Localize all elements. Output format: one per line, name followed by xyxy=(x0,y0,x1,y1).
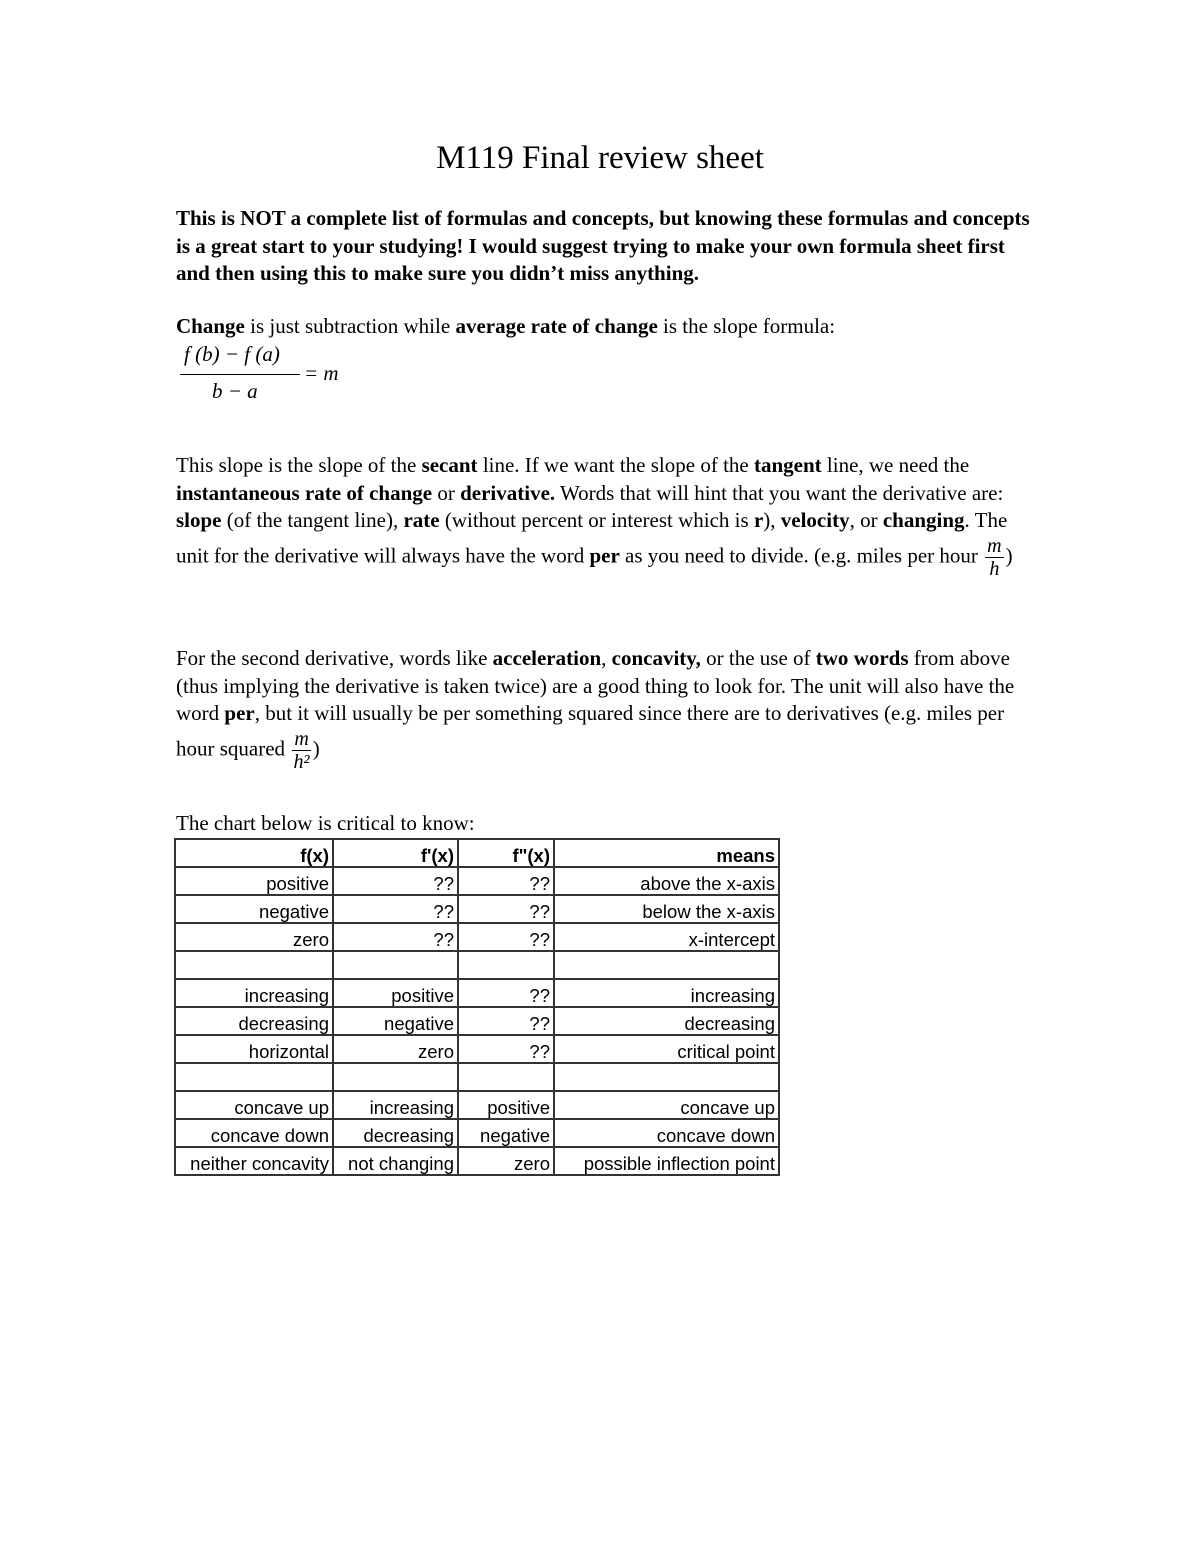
table-cell: ?? xyxy=(458,1035,554,1063)
chart-intro: The chart below is critical to know: xyxy=(176,811,475,835)
header-means: means xyxy=(554,839,779,867)
text: ) xyxy=(1005,542,1013,567)
table-cell: above the x-axis xyxy=(554,867,779,895)
table-cell: positive xyxy=(333,979,458,1007)
text: . The unit for the derivative will always have the word xyxy=(176,508,1008,567)
table-cell: increasing xyxy=(175,979,333,1007)
unit-denominator: h xyxy=(989,557,1000,580)
formula-denominator: b − a xyxy=(212,379,258,403)
table-cell: x-intercept xyxy=(554,923,779,951)
table-cell: increasing xyxy=(554,979,779,1007)
table-cell: critical point xyxy=(554,1035,779,1063)
table-cell xyxy=(175,1063,333,1091)
derivative-paragraph xyxy=(176,452,1036,580)
text: ), xyxy=(763,508,781,532)
table-cell: neither concavity xyxy=(175,1147,333,1175)
unit-denominator: h² xyxy=(293,750,310,773)
text: line. If we want the slope of the xyxy=(477,453,754,477)
text: , but it will usually be per something squared since there are to derivatives (e.g. miles per hour squared xyxy=(176,701,1005,760)
term-r: r xyxy=(753,508,764,532)
term-two-words: two words xyxy=(815,646,909,670)
table-cell: ?? xyxy=(333,895,458,923)
table-cell xyxy=(333,1063,458,1091)
table-cell: positive xyxy=(458,1091,554,1119)
table-header-row xyxy=(175,839,779,867)
term-instantaneous: instantaneous rate of change xyxy=(176,480,433,505)
text: as you need to divide. (e.g. miles per hour xyxy=(619,542,984,567)
table-row xyxy=(175,1035,779,1063)
header-fx: f(x) xyxy=(175,839,333,867)
table-cell: zero xyxy=(458,1147,554,1175)
term-tangent: tangent xyxy=(753,453,822,477)
table-row xyxy=(175,895,779,923)
fraction-bar xyxy=(180,374,300,375)
term-velocity: velocity xyxy=(780,508,850,532)
text: or the use of xyxy=(700,646,816,670)
second-derivative-paragraph xyxy=(176,645,1036,773)
text: (of the tangent line), xyxy=(221,508,404,532)
table-cell: zero xyxy=(175,923,333,951)
table-cell: zero xyxy=(333,1035,458,1063)
text: , or xyxy=(849,508,883,532)
intro-paragraph: This is NOT a complete list of formulas and concepts, but knowing these formulas and concepts is a great start to your studying! I would suggest trying to make your own formula sheet first and then using this to make sure you didn’t miss anything. xyxy=(176,206,1030,285)
page-title: M119 Final review sheet xyxy=(436,140,764,176)
derivative-chart-table xyxy=(174,838,780,1176)
table-cell: ?? xyxy=(458,867,554,895)
table-cell: not changing xyxy=(333,1147,458,1175)
table-cell: increasing xyxy=(333,1091,458,1119)
text: line, we need the xyxy=(821,453,970,477)
term-average-rate: average rate of change xyxy=(455,314,658,338)
table-row xyxy=(175,1007,779,1035)
text: or xyxy=(432,480,461,505)
unit-numerator: m xyxy=(294,727,309,750)
text: from above (thus implying the derivative is taken twice) are a good thing to look for. The unit will also have the word xyxy=(176,646,1015,725)
table-cell: decreasing xyxy=(333,1119,458,1147)
table-cell xyxy=(175,951,333,979)
table-cell: negative xyxy=(175,895,333,923)
text: , xyxy=(601,646,612,670)
term-change: Change xyxy=(176,314,245,338)
term-per: per xyxy=(589,542,620,567)
formula-numerator: f (b) − f (a) xyxy=(184,342,280,366)
table-cell: ?? xyxy=(458,979,554,1007)
term-changing: changing xyxy=(882,508,965,532)
table-row xyxy=(175,1063,779,1091)
table-cell: decreasing xyxy=(175,1007,333,1035)
term-acceleration: acceleration xyxy=(492,646,602,670)
term-rate: rate xyxy=(403,508,440,532)
text: is just subtraction while xyxy=(244,314,456,338)
table-row xyxy=(175,1147,779,1175)
term-concavity: concavity, xyxy=(611,646,701,670)
table-cell: concave up xyxy=(554,1091,779,1119)
text: This slope is the slope of the xyxy=(176,453,422,477)
table-row xyxy=(175,979,779,1007)
table-row xyxy=(175,951,779,979)
unit-numerator: m xyxy=(987,534,1002,557)
text: (without percent or interest which is xyxy=(439,508,754,532)
table-cell xyxy=(554,1063,779,1091)
table-cell: concave up xyxy=(175,1091,333,1119)
table-row xyxy=(175,867,779,895)
table-row xyxy=(175,1091,779,1119)
table-cell: ?? xyxy=(458,1007,554,1035)
term-derivative: derivative. xyxy=(460,480,556,505)
table-row xyxy=(175,923,779,951)
text: For the second derivative, words like xyxy=(176,646,493,670)
table-cell: concave down xyxy=(554,1119,779,1147)
change-paragraph xyxy=(176,313,1036,341)
text: ) xyxy=(312,735,320,760)
table-cell: below the x-axis xyxy=(554,895,779,923)
table-cell xyxy=(554,951,779,979)
term-per: per xyxy=(224,701,255,725)
slope-formula xyxy=(176,342,376,404)
header-fdoubleprime: f"(x) xyxy=(458,839,554,867)
table-cell: positive xyxy=(175,867,333,895)
table-cell: ?? xyxy=(458,895,554,923)
term-secant: secant xyxy=(421,453,478,477)
unit-fraction xyxy=(985,535,1003,580)
term-slope: slope xyxy=(176,508,222,532)
table-cell xyxy=(333,951,458,979)
table-cell: ?? xyxy=(333,923,458,951)
text: is the slope formula: xyxy=(657,314,836,338)
table-cell: negative xyxy=(333,1007,458,1035)
header-fprime: f'(x) xyxy=(333,839,458,867)
text: Words that will hint that you want the derivative are: xyxy=(555,480,1004,505)
table-cell: decreasing xyxy=(554,1007,779,1035)
table-cell: negative xyxy=(458,1119,554,1147)
table-cell: ?? xyxy=(333,867,458,895)
table-cell: possible inflection point xyxy=(554,1147,779,1175)
table-cell: concave down xyxy=(175,1119,333,1147)
unit-fraction xyxy=(292,728,310,773)
formula-rhs: = m xyxy=(304,361,339,385)
table-cell xyxy=(458,951,554,979)
table-cell: ?? xyxy=(458,923,554,951)
table-cell: horizontal xyxy=(175,1035,333,1063)
table-cell xyxy=(458,1063,554,1091)
table-row xyxy=(175,1119,779,1147)
